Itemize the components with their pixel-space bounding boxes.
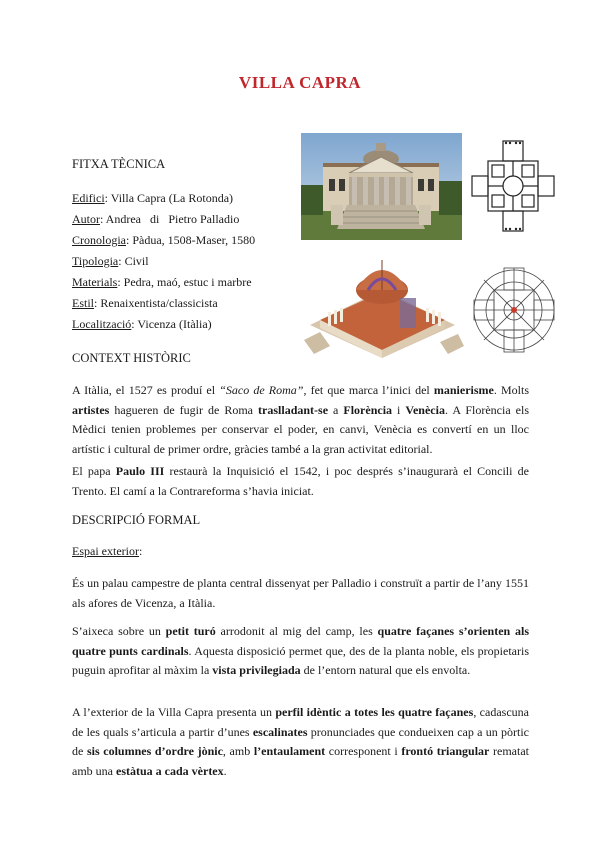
fitxa-value: Villa Capra (La Rotonda)	[110, 191, 234, 205]
fitxa-label: Tipologia	[72, 254, 119, 268]
fitxa-label: Localització	[72, 317, 132, 331]
fitxa-label: Materials	[72, 275, 118, 289]
saco-de-roma-quote: “Saco de Roma”	[219, 383, 304, 397]
context-paragraph-1: A Itàlia, el 1527 es produí el “Saco de Roma”, fet que marca l’inici del manierisme. Molts artistes hagueren de fugir de Roma traslladant-se a Florència i Venècia. A Florència els Mèdici tenien problemes per conservar el poder, en canvi, Venècia es convertí en un lloc artístic i cultural de primer ordre, gràcies també a la gran activitat editorial.	[72, 383, 529, 456]
fitxa-value: Andrea di Pietro Palladio	[105, 212, 240, 226]
fitxa-row: Edifici: Villa Capra (La Rotonda)	[72, 191, 234, 205]
floor-plan-drawing	[470, 131, 556, 241]
fitxa-row: Tipologia: Civil	[72, 254, 149, 268]
fitxa-row: Autor: Andrea di Pietro Palladio	[72, 212, 240, 226]
context-paragraph-2: El papa Paulo III restaurà la Inquisició el 1542, i poc després s’inaugurarà el Concili de Trento. El camí a la Contrareforma s’havia iniciat.	[72, 464, 529, 498]
fitxa-row: Estil: Renaixentista/classicista	[72, 296, 218, 310]
geometric-plan-diagram	[471, 260, 557, 360]
document-title: VILLA CAPRA	[238, 73, 362, 92]
fitxa-row: Cronologia: Pàdua, 1508-Maser, 1580	[72, 233, 256, 247]
fitxa-label: Cronologia	[72, 233, 126, 247]
fitxa-heading: FITXA TÈCNICA	[72, 157, 166, 171]
context-heading: CONTEXT HISTÒRIC	[72, 351, 191, 365]
fitxa-label: Autor	[72, 212, 100, 226]
fitxa-value: Vicenza (Itàlia)	[137, 317, 212, 331]
fitxa-value: Pàdua, 1508-Maser, 1580	[132, 233, 256, 247]
descripcio-heading: DESCRIPCIÓ FORMAL	[72, 513, 201, 527]
fitxa-value: Civil	[124, 254, 149, 268]
fitxa-label: Edifici	[72, 191, 105, 205]
descripcio-paragraph-3: A l’exterior de la Villa Capra presenta un perfil idèntic a totes les quatre façanes, cadascuna de les quals s’articula a partir d’unes escalinates pronunciades que condueixen cap a un pòrtic de sis columnes d’ordre jònic, amb l’entaulament corresponent i frontó triangular rematat amb una estàtua a cada vèrtex.	[72, 705, 529, 778]
cutaway-model-illustration	[300, 250, 465, 360]
descripcio-paragraph-2: S’aixeca sobre un petit turó arrodonit al mig del camp, les quatre façanes s’orienten als quatre punts cardinals. Aquesta disposició permet que, des de la planta noble, els propietaris puguin aprofitar al màxim la vista privilegiada de l’entorn natural que els envolta.	[72, 624, 529, 677]
descripcio-paragraph-1: És un palau campestre de planta central dissenyat per Palladio i construït a partir de l’any 1551 als afores de Vicenza, a Itàlia.	[72, 576, 529, 610]
fitxa-row: Materials: Pedra, maó, estuc i marbre	[72, 275, 252, 289]
espai-exterior-subheading: Espai exterior:	[72, 544, 143, 558]
fitxa-value: Pedra, maó, estuc i marbre	[123, 275, 252, 289]
villa-facade-photo	[301, 133, 462, 240]
fitxa-row: Localització: Vicenza (Itàlia)	[72, 317, 212, 331]
fitxa-value: Renaixentista/classicista	[100, 296, 218, 310]
fitxa-label: Estil	[72, 296, 95, 310]
